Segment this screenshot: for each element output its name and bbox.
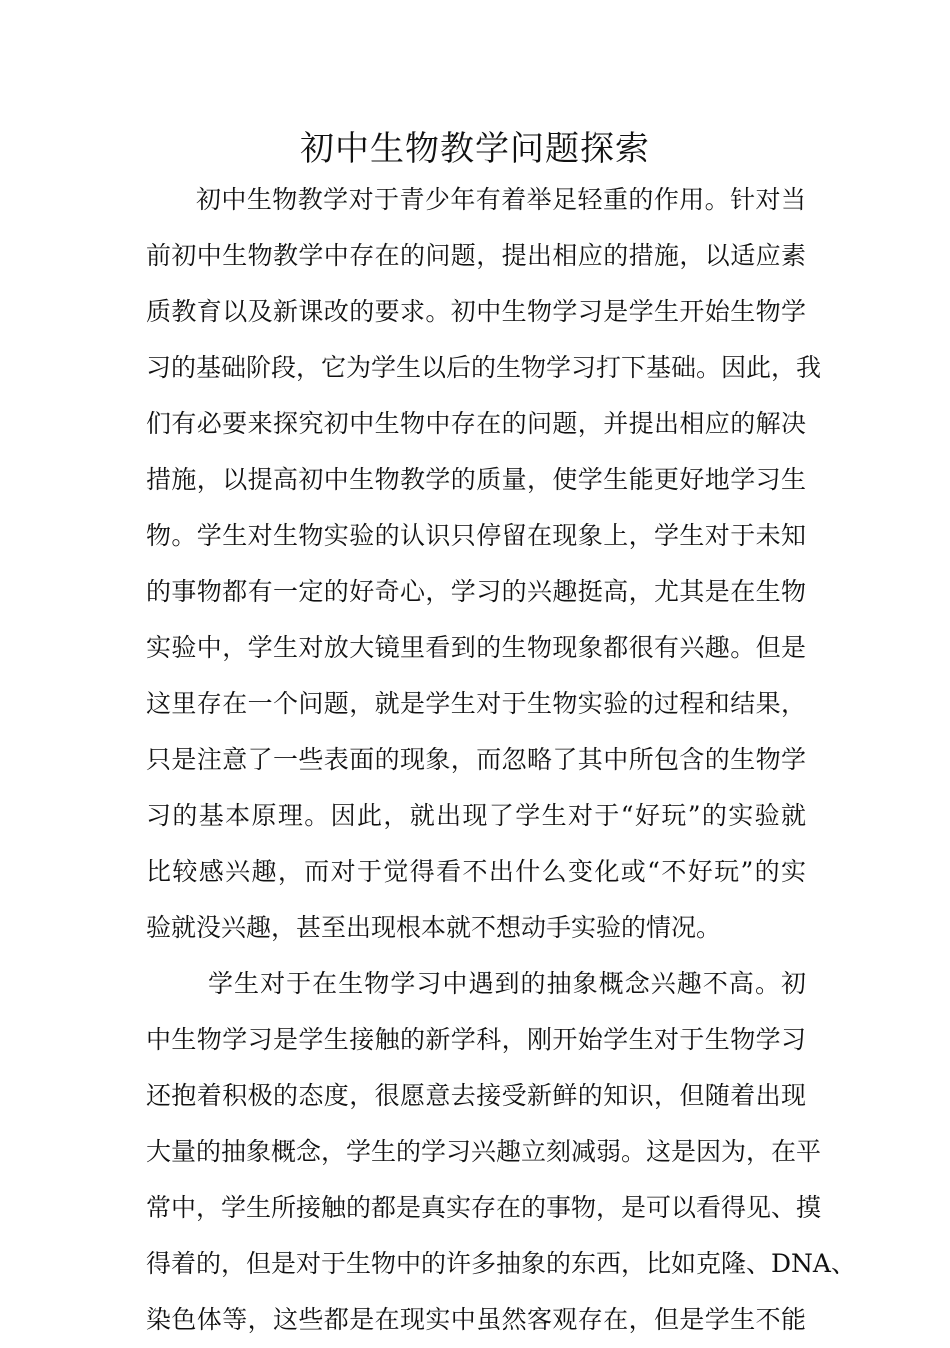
text-line: 初中生物教学对于青少年有着举足轻重的作用。针对当 [196, 185, 806, 214]
text-line: 验就没兴趣，甚至出现根本就不想动手实验的情况。 [146, 913, 722, 942]
document-body [146, 172, 856, 1348]
paragraph-2 [146, 956, 856, 1348]
text-line: 比较感兴趣，而对于觉得看不出什么变化或“不好玩”的实 [146, 857, 806, 886]
text-line: 染色体等，这些都是在现实中虽然客观存在，但是学生不能 [146, 1305, 806, 1334]
text-line: 质教育以及新课改的要求。初中生物学习是学生开始生物学 [146, 297, 806, 326]
text-line: 这里存在一个问题，就是学生对于生物实验的过程和结果， [146, 689, 806, 718]
text-line: 习的基础阶段，它为学生以后的生物学习打下基础。因此，我 [146, 353, 822, 382]
text-line: 物。学生对生物实验的认识只停留在现象上，学生对于未知 [146, 521, 806, 550]
text-line: 只是注意了一些表面的现象，而忽略了其中所包含的生物学 [146, 745, 806, 774]
document-title: 初中生物教学问题探索 [300, 129, 650, 169]
text-line: 学生对于在生物学习中遇到的抽象概念兴趣不高。初 [208, 969, 806, 998]
text-line: 还抱着积极的态度，很愿意去接受新鲜的知识，但随着出现 [146, 1081, 806, 1110]
text-line: 得着的，但是对于生物中的许多抽象的东西，比如克隆、DNA、 [146, 1249, 856, 1278]
text-line: 习的基本原理。因此，就出现了学生对于“好玩”的实验就 [146, 801, 806, 830]
text-line: 常中，学生所接触的都是真实存在的事物，是可以看得见、摸 [146, 1193, 822, 1222]
text-line: 措施，以提高初中生物教学的质量，使学生能更好地学习生 [146, 465, 806, 494]
text-line: 实验中，学生对放大镜里看到的生物现象都很有兴趣。但是 [146, 633, 806, 662]
text-line: 们有必要来探究初中生物中存在的问题，并提出相应的解决 [146, 409, 806, 438]
paragraph-1 [146, 172, 822, 956]
text-line: 前初中生物教学中存在的问题，提出相应的措施，以适应素 [146, 241, 806, 270]
text-line: 大量的抽象概念，学生的学习兴趣立刻减弱。这是因为，在平 [146, 1137, 822, 1166]
text-line: 中生物学习是学生接触的新学科，刚开始学生对于生物学习 [146, 1025, 806, 1054]
text-line: 的事物都有一定的好奇心，学习的兴趣挺高，尤其是在生物 [146, 577, 806, 606]
